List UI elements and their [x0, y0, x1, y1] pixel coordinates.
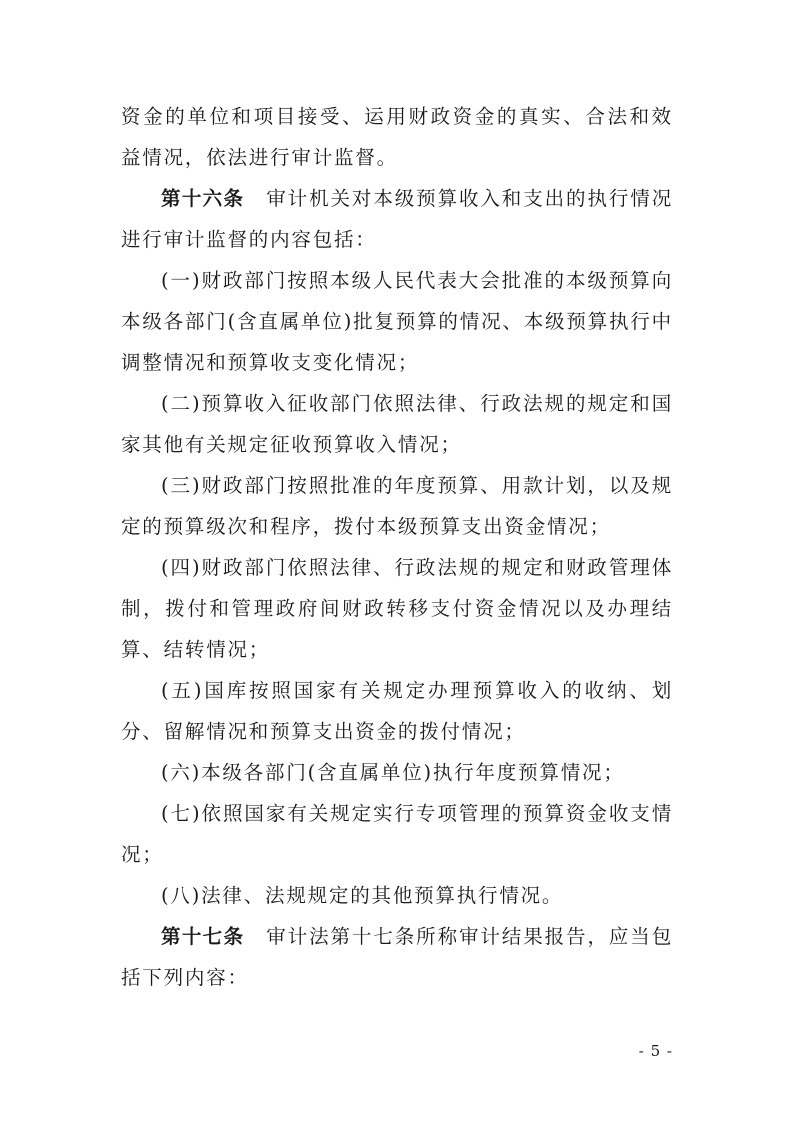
list-item-3	[121, 465, 673, 547]
page-number: - 5 -	[638, 1042, 673, 1060]
paragraph-text: (一)财政部门按照本级人民代表大会批准的本级预算向本级各部门(含直属单位)批复预算的情况、本级预算执行中调整情况和预算收支变化情况；	[121, 269, 673, 374]
article-number: 第十六条	[161, 187, 245, 210]
body-text	[121, 96, 673, 998]
paragraph-continuation	[121, 96, 673, 178]
list-item-4	[121, 547, 673, 670]
list-item-2	[121, 383, 673, 465]
paragraph-text: 资金的单位和项目接受、运用财政资金的真实、合法和效益情况，依法进行审计监督。	[121, 105, 673, 169]
list-item-5	[121, 670, 673, 752]
paragraph-text: (三)财政部门按照批准的年度预算、用款计划，以及规定的预算级次和程序，拨付本级预算支出资金情况；	[121, 474, 673, 538]
paragraph-text: 审计机关对本级预算收入和支出的执行情况进行审计监督的内容包括：	[121, 187, 673, 251]
article-number: 第十七条	[161, 925, 245, 948]
list-item-8	[121, 875, 673, 916]
paragraph-text: (二)预算收入征收部门依照法律、行政法规的规定和国家其他有关规定征收预算收入情况；	[121, 392, 673, 456]
article-16	[121, 178, 673, 260]
paragraph-text: (八)法律、法规规定的其他预算执行情况。	[161, 884, 564, 907]
list-item-1	[121, 260, 673, 383]
list-item-6	[121, 752, 673, 793]
paragraph-text: (六)本级各部门(含直属单位)执行年度预算情况；	[161, 761, 625, 784]
article-17	[121, 916, 673, 998]
paragraph-text: (七)依照国家有关规定实行专项管理的预算资金收支情况；	[121, 802, 673, 866]
paragraph-text: (五)国库按照国家有关规定办理预算收入的收纳、划分、留解情况和预算支出资金的拨付情况；	[121, 679, 673, 743]
list-item-7	[121, 793, 673, 875]
paragraph-text: 审计法第十七条所称审计结果报告，应当包括下列内容：	[121, 925, 673, 989]
paragraph-text: (四)财政部门依照法律、行政法规的规定和财政管理体制，拨付和管理政府间财政转移支付资金情况以及办理结算、结转情况；	[121, 556, 673, 661]
